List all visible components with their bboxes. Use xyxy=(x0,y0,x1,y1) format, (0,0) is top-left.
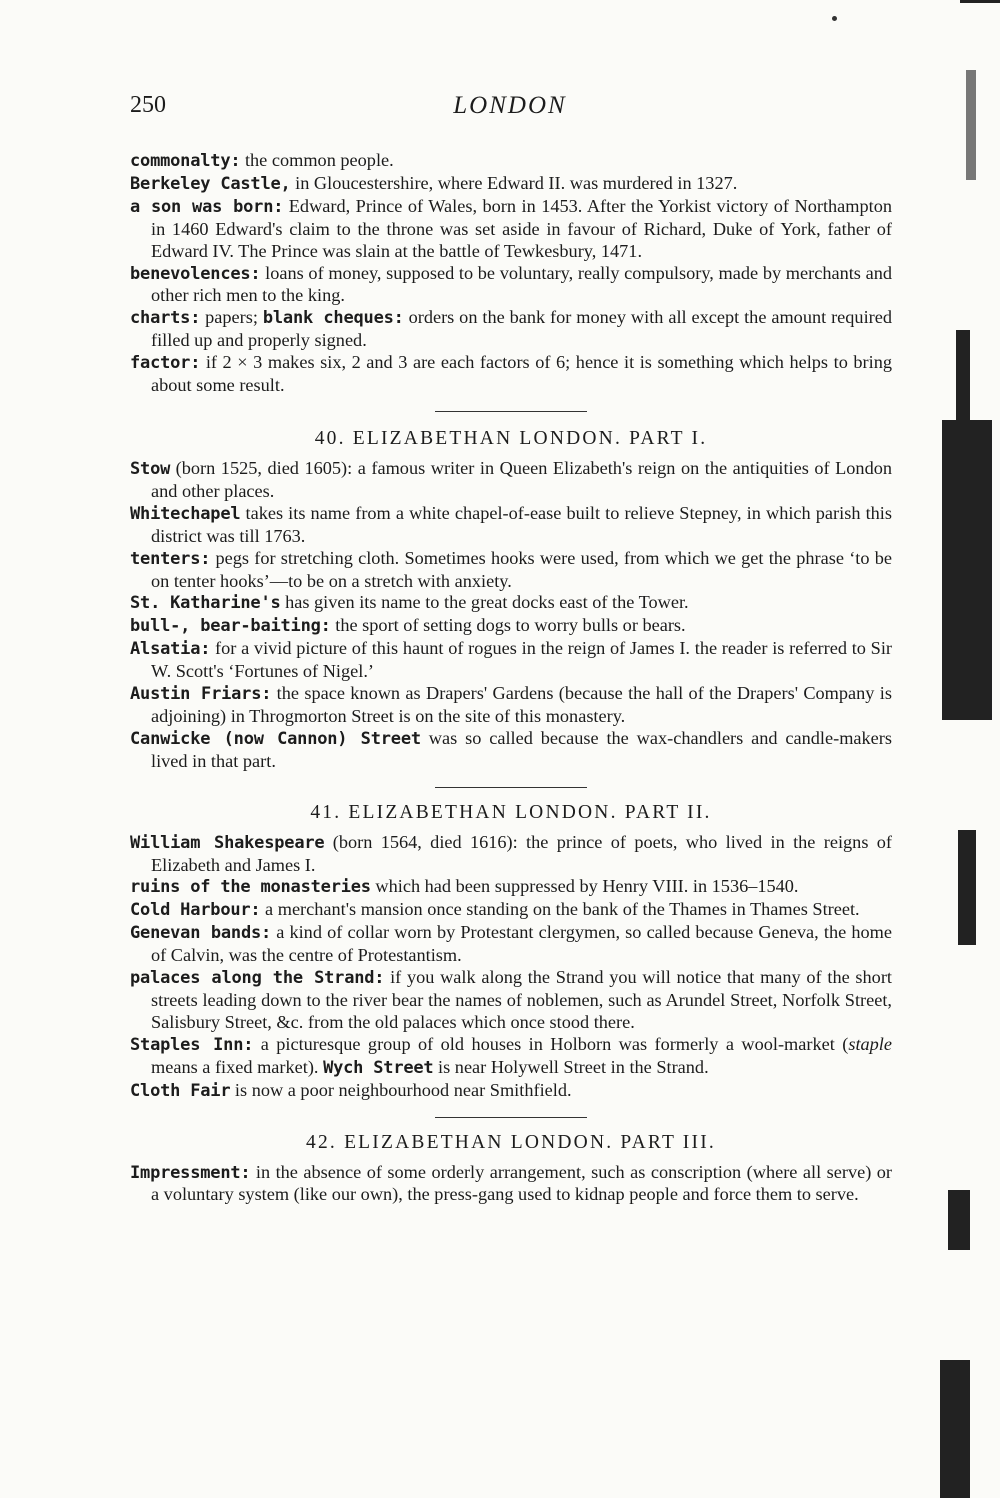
glossary-entry: charts: papers; blank cheques: orders on the bank for money with all except the amount required filled up and properly signed. xyxy=(130,307,892,351)
scan-edge-mark xyxy=(958,830,976,945)
section-divider xyxy=(435,1117,587,1118)
scan-edge-mark xyxy=(960,0,1000,3)
scan-edge-mark xyxy=(948,1190,970,1250)
section-divider xyxy=(435,787,587,788)
section-40 xyxy=(130,428,892,773)
glossary-entry: a son was born: Edward, Prince of Wales, born in 1453. After the Yorkist victory of Northampton in 1460 Edward's claim to the throne was set aside in favour of Richard, Duke of York, father of Edward IV. The Prince was slain at the battle of Tewkesbury, 1471. xyxy=(130,195,892,261)
glossary-entry: ruins of the monasteries which had been suppressed by Henry VIII. in 1536–1540. xyxy=(130,876,799,898)
glossary-entry: Canwicke (now Cannon) Street was so called because the wax-chandlers and candle-makers lived in that part. xyxy=(130,727,892,771)
scan-speck xyxy=(832,16,837,21)
page-body xyxy=(130,150,892,1206)
glossary-entry: Genevan bands: a kind of collar worn by Protestant clergymen, so called because Geneva, the home of Calvin, was the centre of Protestantism. xyxy=(130,922,892,966)
glossary-entry: Cold Harbour: a merchant's mansion once standing on the bank of the Thames in Thames Street. xyxy=(130,899,860,921)
section-41 xyxy=(130,802,892,1103)
glossary-entry: Austin Friars: the space known as Drapers' Gardens (because the hall of the Drapers' Company is adjoining) in Throgmorton Street is on the site of this monastery. xyxy=(130,683,892,726)
scan-edge-mark xyxy=(966,70,976,180)
section-title: 41. ELIZABETHAN LONDON. PART II. xyxy=(310,801,712,823)
section-42 xyxy=(130,1132,892,1207)
glossary-entry: tenters: pegs for stretching cloth. Sometimes hooks were used, from which we get the phrase ‘to be on tenter hooks’—to be on a stretch with anxiety. xyxy=(130,547,892,591)
glossary-entry: Staples Inn: a picturesque group of old houses in Holborn was formerly a wool-market (staple means a fixed market). Wych Street is near Holywell Street in the Strand. xyxy=(130,1033,892,1078)
page-header xyxy=(130,92,890,132)
section-title: 42. ELIZABETHAN LONDON. PART III. xyxy=(306,1131,716,1153)
glossary-entry: factor: if 2 × 3 makes six, 2 and 3 are each factors of 6; hence it is something which helps to bring about some result. xyxy=(130,352,892,396)
glossary-entry: Whitechapel takes its name from a white chapel-of-ease built to relieve Stepney, in which parish this district was till 1763. xyxy=(130,502,892,546)
glossary-entry: commonalty: the common people. xyxy=(130,150,394,171)
scan-edge-mark xyxy=(940,1360,970,1498)
running-title: LONDON xyxy=(453,92,567,119)
glossary-entry: St. Katharine's has given its name to the great docks east of the Tower. xyxy=(130,592,689,614)
glossary-entry: palaces along the Strand: if you walk along the Strand you will notice that many of the short streets leading down to the river bear the names of noblemen, such as Arundel Street, Norfolk Street, Salisbury Street, &c. from the old palaces which once stood there. xyxy=(130,967,892,1032)
glossary-entry: benevolences: loans of money, supposed to be voluntary, really compulsory, made by merchants and other rich men to the king. xyxy=(130,262,892,306)
glossary-entry: William Shakespeare (born 1564, died 1616): the prince of poets, who lived in the reigns of Elizabeth and James I. xyxy=(130,831,892,875)
section-title: 40. ELIZABETHAN LONDON. PART I. xyxy=(314,427,708,449)
glossary-entry: Berkeley Castle, in Gloucestershire, where Edward II. was murdered in 1327. xyxy=(130,172,738,194)
glossary-entry: Stow (born 1525, died 1605): a famous writer in Queen Elizabeth's reign on the antiquities of London and other places. xyxy=(130,457,892,501)
scan-edge-mark xyxy=(956,330,970,425)
glossary-entry: Alsatia: for a vivid picture of this haunt of rogues in the reign of James I. the reader is referred to Sir W. Scott's ‘Fortunes of Nigel.’ xyxy=(130,638,892,682)
scan-edge-mark xyxy=(942,420,992,720)
intro-entries xyxy=(130,150,892,397)
glossary-entry: Cloth Fair is now a poor neighbourhood near Smithfield. xyxy=(130,1079,572,1101)
page-number: 250 xyxy=(130,92,166,118)
section-divider xyxy=(435,411,587,412)
glossary-entry: Impressment: in the absence of some orderly arrangement, such as conscription (where all serve) or a voluntary system (like our own), the press-gang used to kidnap people and force them to serve. xyxy=(130,1161,892,1205)
glossary-entry: bull-, bear-baiting: the sport of setting dogs to worry bulls or bears. xyxy=(130,615,686,637)
